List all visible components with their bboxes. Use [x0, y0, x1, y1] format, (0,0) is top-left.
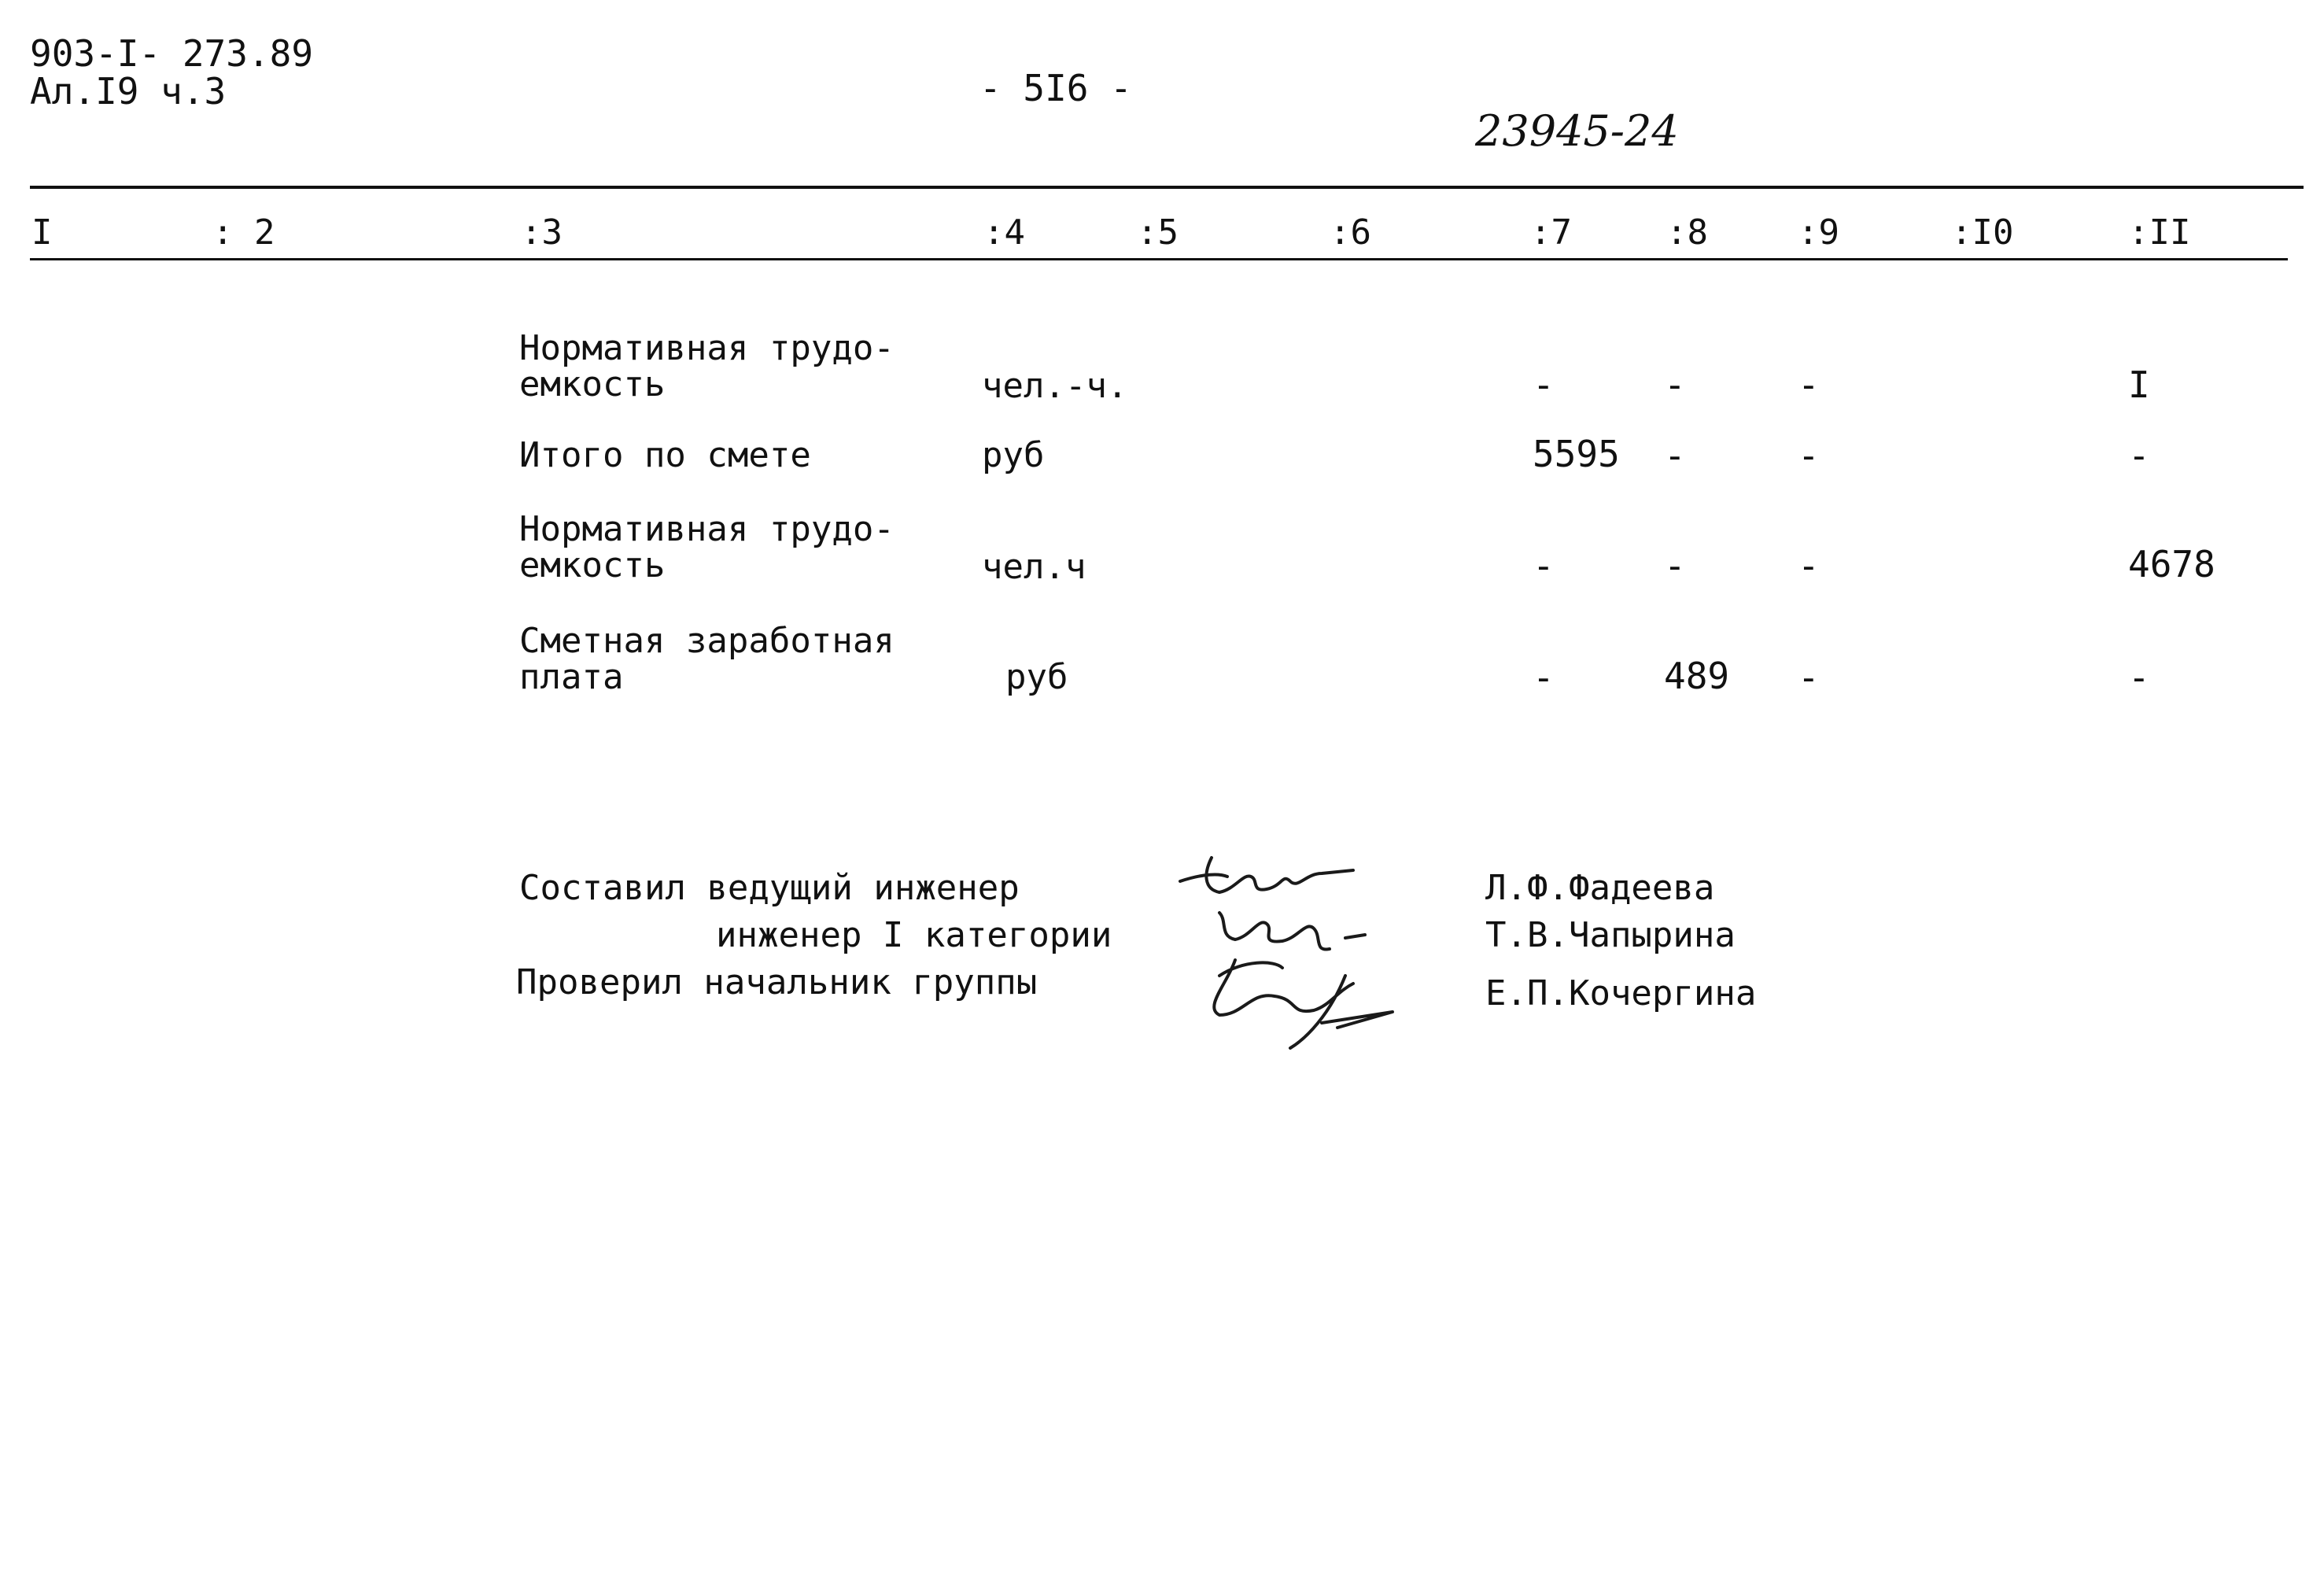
column-header-3: :3 — [521, 212, 563, 253]
row-1-name-line1: Нормативная трудо- — [519, 328, 895, 368]
inventory-number: 23945-24 — [1475, 106, 1679, 156]
column-header-rule — [30, 258, 2288, 260]
page-number: - 5I6 - — [979, 67, 1132, 109]
row-1-col9: - — [1798, 364, 1820, 406]
row-2-name: Итого по смете — [519, 435, 811, 475]
row-2-col8: - — [1664, 434, 1686, 477]
row-1-name-line2: емкость — [519, 364, 666, 404]
row-4-col8: 489 — [1664, 655, 1730, 697]
signature-name-fadeeva: Л.Ф.Фадеева — [1485, 868, 1715, 908]
row-1-col7: - — [1533, 364, 1555, 406]
signature-role-checked: Проверил начальник группы — [516, 962, 1038, 1002]
row-4-col11: - — [2128, 656, 2150, 699]
column-header-8: :8 — [1666, 212, 1708, 253]
row-3-col7: - — [1533, 545, 1555, 587]
row-3-col11: 4678 — [2128, 543, 2215, 585]
row-4-unit: руб — [1005, 657, 1068, 697]
column-header-11: :II — [2128, 212, 2191, 253]
document-code: 903-I- 273.89 — [30, 32, 314, 75]
column-header-4: :4 — [983, 212, 1025, 253]
column-header-6: :6 — [1330, 212, 1371, 253]
row-3-col8: - — [1664, 545, 1686, 587]
row-1-unit: чел.-ч. — [982, 366, 1128, 406]
signature-name-kochergina: Е.П.Кочергина — [1485, 973, 1757, 1013]
column-header-9: :9 — [1798, 212, 1839, 253]
signature-role-engineer: инженер I категории — [716, 915, 1112, 955]
row-3-col9: - — [1798, 545, 1820, 587]
signature-stroke-1 — [1180, 858, 1353, 892]
row-3-unit: чел.ч — [982, 547, 1086, 587]
signature-stroke-3 — [1214, 960, 1393, 1048]
row-3-name-line2: емкость — [519, 545, 666, 585]
row-1-col11: I — [2128, 364, 2150, 406]
row-4-col9: - — [1798, 656, 1820, 699]
signature-name-chapyrina: Т.В.Чапырина — [1485, 915, 1736, 955]
column-header-2: : 2 — [212, 212, 275, 253]
row-3-name-line1: Нормативная трудо- — [519, 509, 895, 549]
row-2-col7: 5595 — [1533, 433, 1620, 475]
row-4-name-line2: плата — [519, 657, 624, 697]
column-header-7: :7 — [1530, 212, 1572, 253]
album-reference: Ал.I9 ч.3 — [30, 70, 227, 113]
row-2-col11: - — [2128, 434, 2150, 477]
row-2-col9: - — [1798, 434, 1820, 477]
signature-role-compiled: Составил ведущий инженер — [519, 868, 1020, 908]
row-2-unit: руб — [982, 435, 1045, 475]
top-rule — [30, 186, 2304, 189]
row-4-col7: - — [1533, 656, 1555, 699]
row-1-col8: - — [1664, 364, 1686, 406]
column-header-1: I — [31, 212, 53, 253]
row-4-name-line1: Сметная заработная — [519, 621, 895, 661]
column-header-10: :I0 — [1951, 212, 2014, 253]
signature-stroke-2 — [1219, 913, 1365, 950]
column-header-5: :5 — [1137, 212, 1179, 253]
handwritten-signatures — [1172, 842, 1471, 1054]
